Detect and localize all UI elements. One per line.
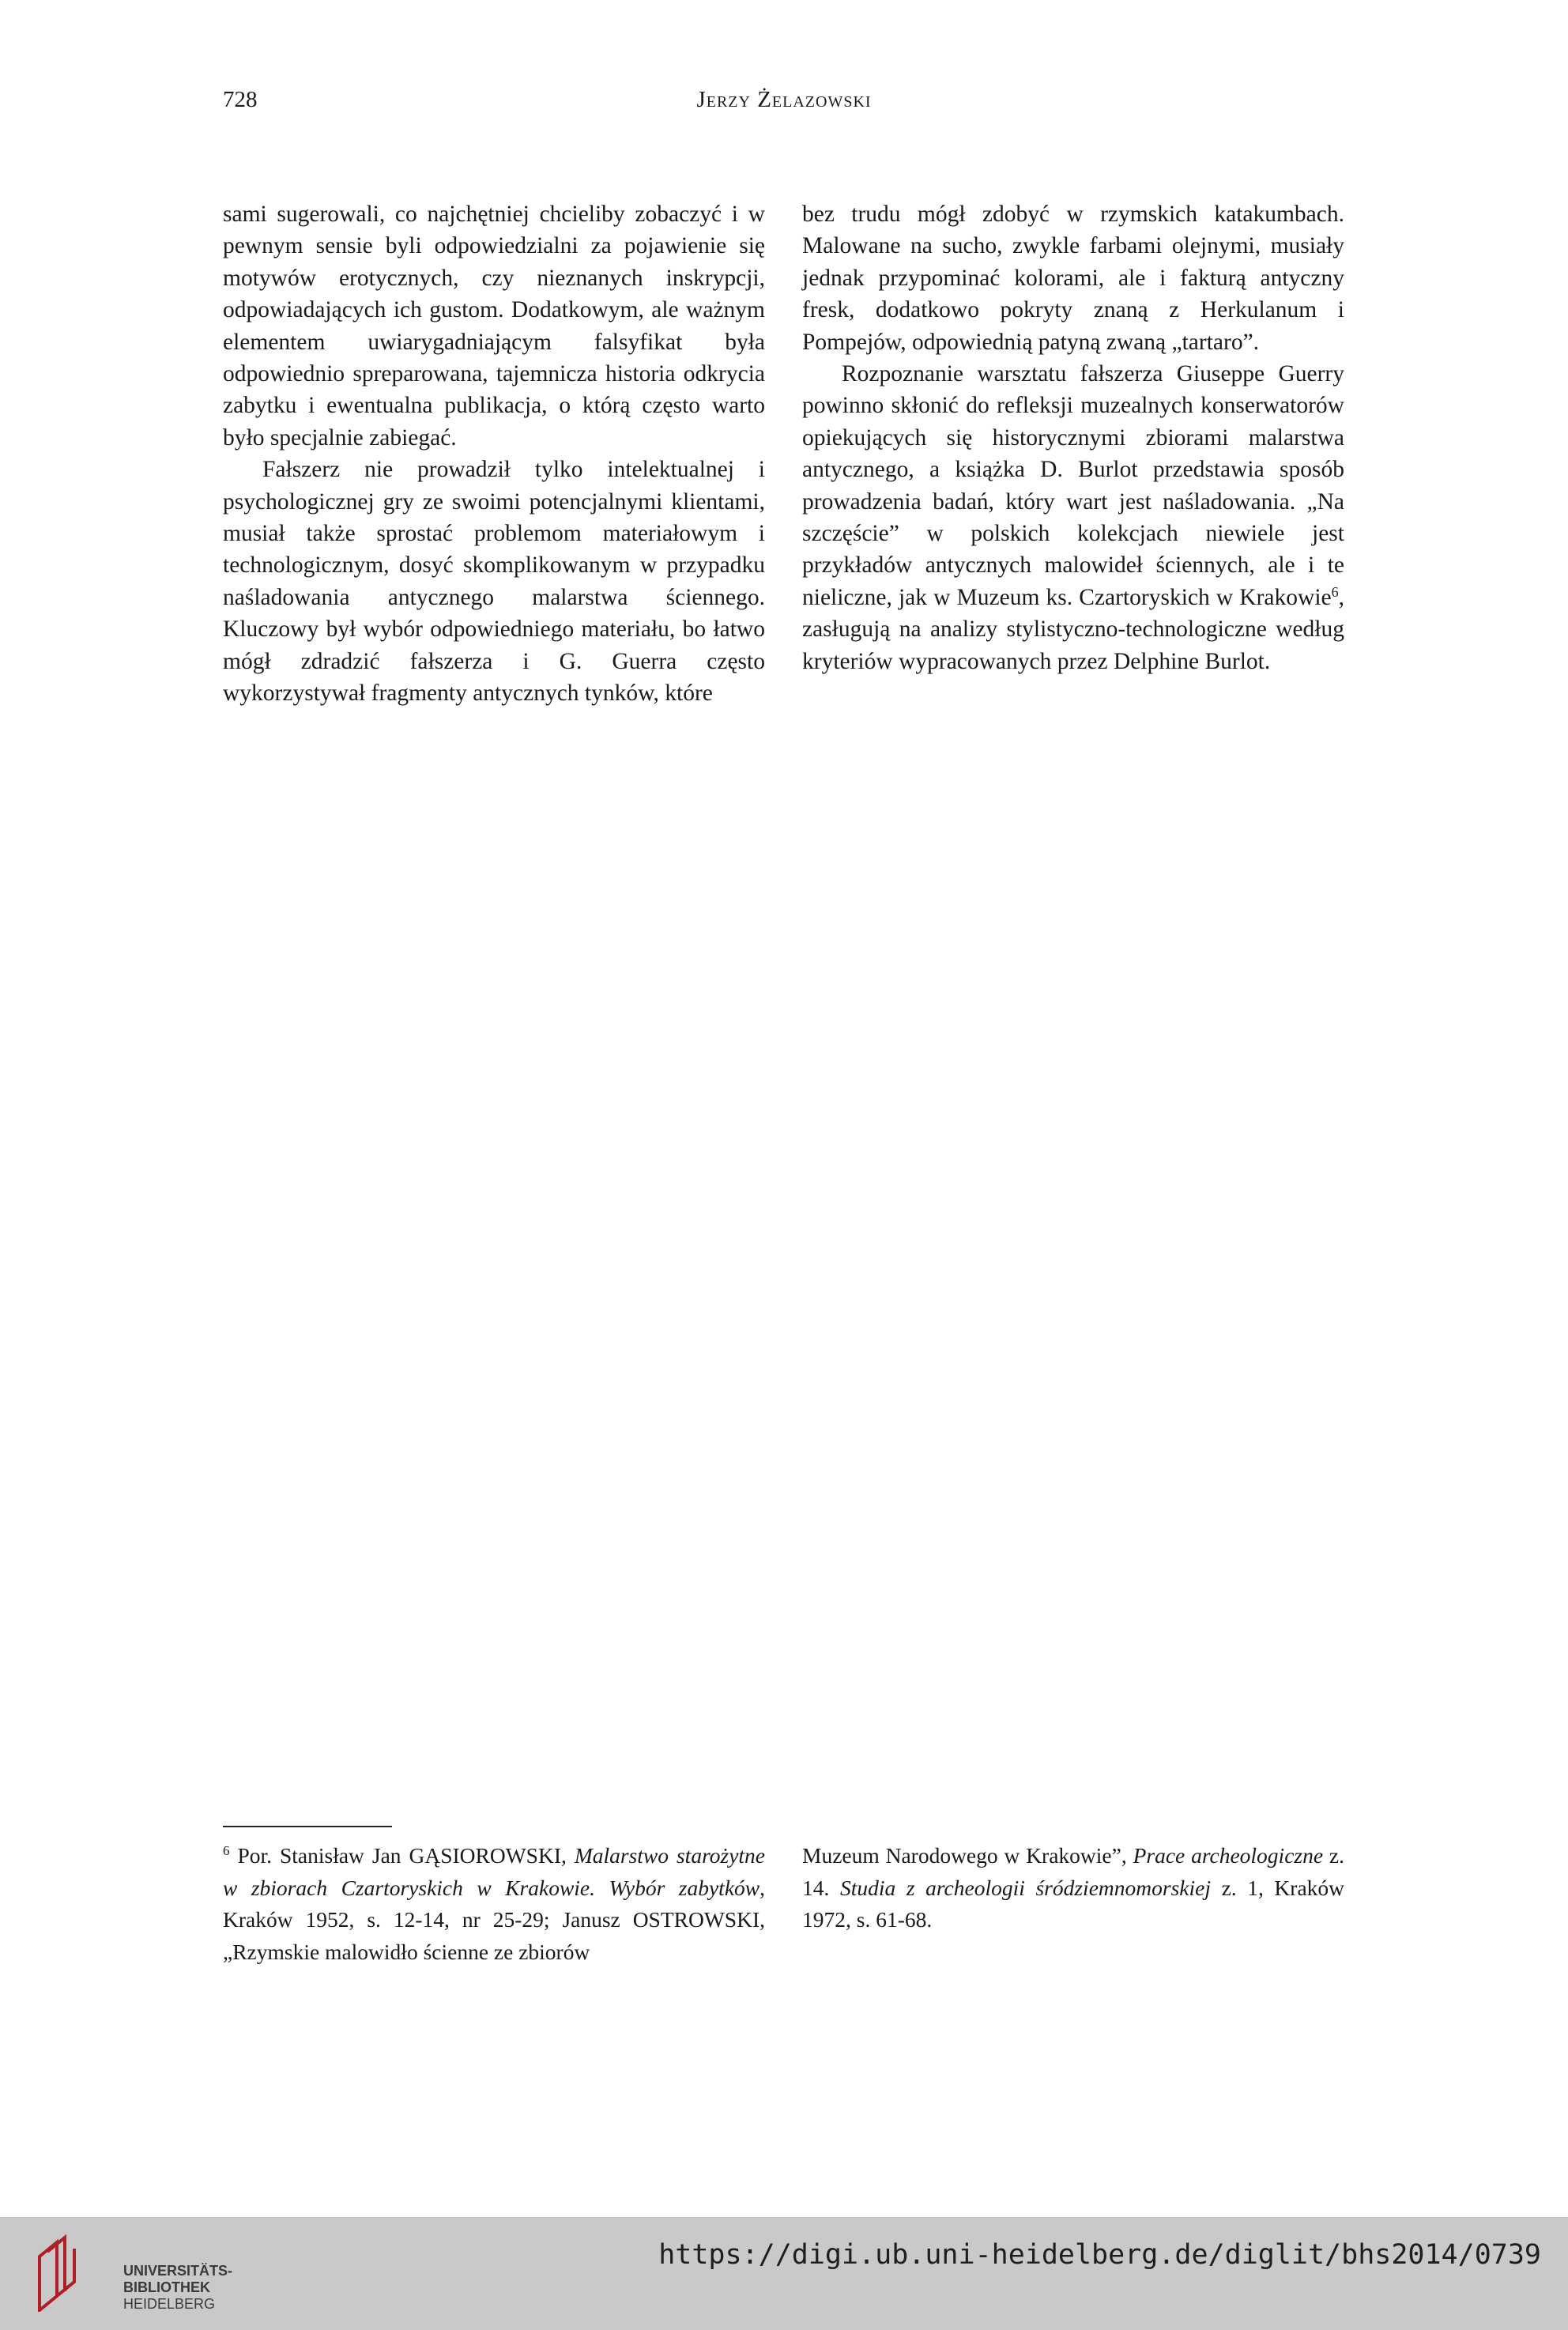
- paragraph-text: Rozpoznanie warsztatu fałszerza Giuseppe Guerry powinno skłonić do refleksji muzealnych konserwatorów opiekujących się historycznymi zbiorami malarstwa antycznego, a książka D. Burlot przedstawia sposób prowadzenia badań, który wart jest naśladowania. „Na szczęście” w polskich kolekcjach niewiele jest przykładów antycznych malowideł ściennych, ale i te nieliczne, jak w Muzeum ks. Czartoryskich w Krakowie: [802, 361, 1344, 610]
- footnote-text-part: Muzeum Narodowego w Krakowie”,: [802, 1843, 1133, 1868]
- paragraph: [802, 358, 1344, 677]
- footnote-title: Malarstwo starożytne w zbiorach Czartoryskich w Krakowie. Wybór zabytków: [223, 1843, 765, 1900]
- footnote-text: [802, 1840, 1344, 1936]
- footnote-column-right: [802, 1840, 1344, 1936]
- footnote-reference[interactable]: 6: [1331, 583, 1339, 600]
- body-column-left: [223, 198, 765, 710]
- paragraph: bez trudu mógł zdobyć w rzymskich katakumbach. Malowane na sucho, zwykle farbami olejnymi, musiały jednak przypominać kolorami, ale i fakturą antyczny fresk, dodatkowo pokryty znaną z Herkulanum i Pompejów, odpowiednią patyną zwaną „tartaro”.: [802, 202, 1344, 355]
- footnote-text-part: z. 14.: [802, 1843, 1344, 1900]
- footnote-text-part: z. 1, Kraków 1972, s. 61-68.: [802, 1875, 1345, 1932]
- paragraph: sami sugerowali, co najchętniej chcieliby zobaczyć i w pewnym sensie byli odpowiedzialni za pojawienie się motywów erotycznych, czy nieznanych inskrypcji, odpowiadających ich gustom. Dodatkowym, ale ważnym elementem uwiarygadniającym falsyfikat była odpowiednio spreparowana, tajemnicza historia odkrycia zabytku i ewentualna publikacja, o którą często warto było specjalnie zabiegać.: [223, 202, 765, 451]
- paragraph: Fałszerz nie prowadził tylko intelektualnej i psychologicznej gry ze swoimi potencjalnymi klientami, musiał także sprostać problemom materiałowym i technologicznym, dosyć skomplikowanym w przypadku naśladowania antycznego malarstwa ściennego. Kluczowy był wybór odpowiedniego materiału, bo łatwo mógł zdradzić fałszerza i G. Guerra często wykorzystywał fragmenty antycznych tynków, które: [223, 457, 765, 707]
- running-head: Jerzy Żelazowski: [696, 87, 872, 112]
- footnote-title: Studia z archeologii śródziemnomorskiej: [839, 1875, 1211, 1900]
- body-column-right: [802, 198, 1344, 677]
- footnote-separator: [223, 1826, 392, 1827]
- footnote-marker: 6: [223, 1843, 230, 1858]
- page-number: 728: [223, 87, 258, 112]
- footnote-text-part: , Kraków 1952, s. 12-14, nr 25-29; Janusz OSTROWSKI, „Rzymskie malowidło ścienne ze zbiorów: [223, 1875, 765, 1964]
- footnote-text-part: Por. Stanisław Jan GĄSIOROWSKI,: [229, 1843, 575, 1868]
- paragraph-text: , zasługują na analizy stylistyczno-technologiczne według kryteriów wypracowanych przez Delphine Burlot.: [802, 584, 1344, 674]
- library-logo-icon: [35, 2233, 82, 2312]
- library-name: [123, 2263, 232, 2313]
- footnote-column-left: [223, 1840, 765, 1968]
- footnote-text: [223, 1840, 765, 1968]
- library-name-line: UNIVERSITÄTS-: [123, 2263, 233, 2279]
- page-header: [223, 87, 1345, 126]
- library-name-line: BIBLIOTHEK: [123, 2279, 210, 2295]
- source-url-link[interactable]: https://digi.ub.uni-heidelberg.de/diglit/bhs2014/0739: [658, 2239, 1541, 2271]
- digitization-footer: [0, 2217, 1568, 2330]
- library-logo[interactable]: [35, 2233, 233, 2320]
- library-name-line: HEIDELBERG: [123, 2296, 216, 2312]
- footnote-title: Prace archeologiczne: [1133, 1843, 1324, 1868]
